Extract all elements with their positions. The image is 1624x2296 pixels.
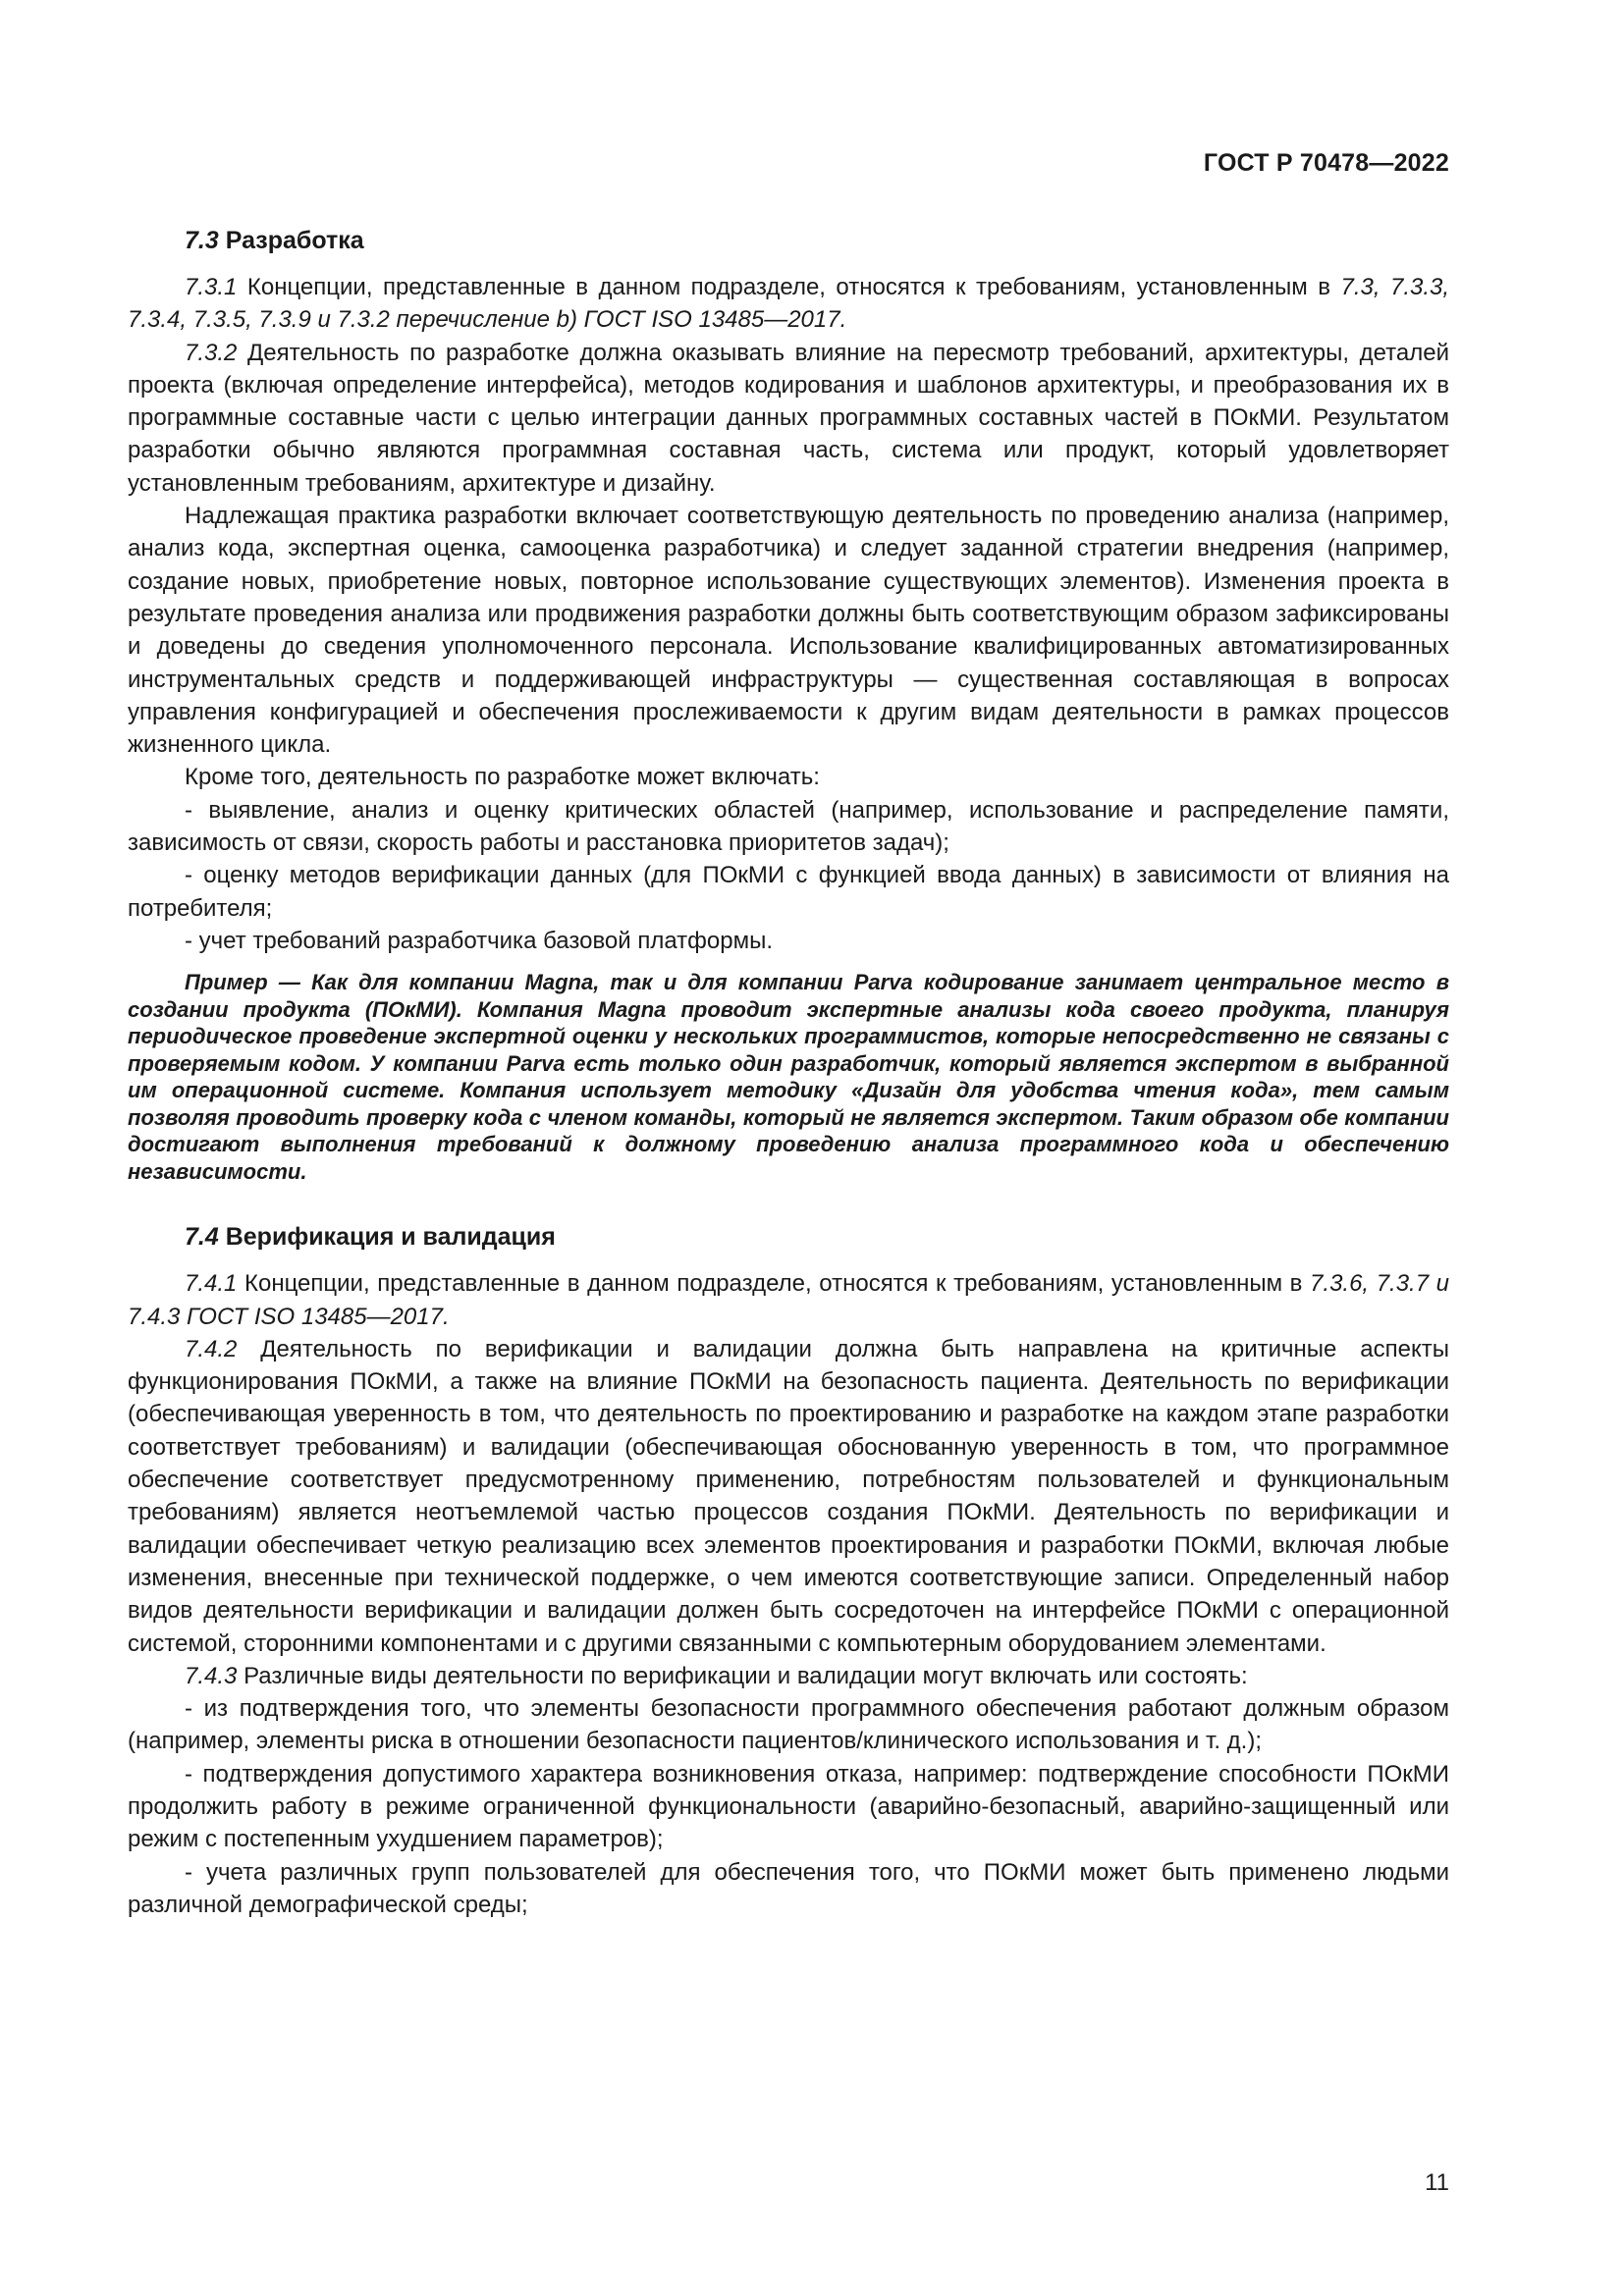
paragraph-7-4-2 xyxy=(128,1333,1449,1660)
list-item: - выявление, анализ и оценку критических областей (например, использование и распределение памяти, зависимость от связи, скорость работы и расстановка приоритетов задач); xyxy=(128,796,1449,857)
paragraph-text: Концепции, представленные в данном подразделе, относятся к требованиям, установленным в xyxy=(244,1270,1303,1298)
section-7-3-heading xyxy=(128,224,1449,257)
clause-number: 7.4.1 xyxy=(185,1270,238,1298)
example-text: Пример — Как для компании Magna, так и для компании Parva кодирование занимает центральное место в создании продукта (ПОкМИ). Компания Magna проводит экспертные анализы кода своего продукта, планируя периодическое проведение экспертной оценки у нескольких программистов, которые непосредственно не связаны с проверяемым кодом. У компании Parva есть только один разработчик, который является экспертом в выбранной им операционной системе. Компания использует методику «Дизайн для удобства чтения кода», тем самым позволяя проводить проверку кода с членом команды, который не является экспертом. Таким образом обе компании достигают выполнения требований к должному проведению анализа программного кода и обеспечению независимости. xyxy=(128,970,1449,1184)
list-item: - учет требований разработчика базовой платформы. xyxy=(185,927,774,954)
paragraph-7-3-1 xyxy=(128,271,1449,337)
section-7-4-heading xyxy=(128,1220,1449,1254)
section-gap xyxy=(128,1185,1449,1220)
paragraph-7-3-2 xyxy=(128,337,1449,500)
document-header: ГОСТ Р 70478—2022 xyxy=(1203,149,1449,177)
list-item: - из подтверждения того, что элементы безопасности программного обеспечения работают должным образом (например, элементы риска в отношении безопасности пациентов/клинического использования и т. д.); xyxy=(128,1695,1449,1755)
list-item: - подтверждения допустимого характера возникновения отказа, например: подтверждение способности ПОкМИ продолжить работу в режиме ограниченной функциональности (аварийно-безопасный, аварийно-защищенный или режим с постепенным ухудшением параметров); xyxy=(128,1760,1449,1853)
clause-number: 7.4.2 xyxy=(185,1335,238,1362)
paragraph-text: Деятельность по верификации и валидации должна быть направлена на критичные аспекты функционирования ПОкМИ, а также на влияние ПОкМИ на безопасность пациента. Деятельность по верификации (обеспечивающая уверенность в том, что деятельность по проектированию и разработке на каждом этапе разработки соответствует требованиям) и валидации (обеспечивающая обоснованную уверенность в том, что программное обеспечение соответствует предусмотренному применению, потребностям пользователей и функциональным требованиям) является неотъемлемой частью процессов создания ПОкМИ. Деятельность по верификации и валидации обеспечивает четкую реализацию всех элементов проектирования и разработки ПОкМИ, включая любые изменения, внесенные при технической поддержке, о чем имеются соответствующие записи. Определенный набор видов деятельности верификации и валидации должен быть сосредоточен на интерфейсе ПОкМИ с операционной системой, сторонними компонентами и с другими связанными с компьютерным оборудованием элементами. xyxy=(128,1335,1449,1657)
page-number: 11 xyxy=(1425,2169,1449,2196)
page-content xyxy=(128,224,1449,1921)
section-number: 7.3 xyxy=(185,227,219,254)
paragraph-good-practice: Надлежащая практика разработки включает соответствующую деятельность по проведению анализа (например, анализ кода, экспертная оценка, самооценка разработчика) и следует заданной стратегии внедрения (например, создание новых, приобретение новых, повторное использование существующих элементов). Изменения проекта в результате проведения анализа или продвижения разработки должны быть соответствующим образом зафиксированы и доведены до сведения уполномоченного персонала. Использование квалифицированных автоматизированных инструментальных средств и поддерживающей инфраструктуры — существенная составляющая в вопросах управления конфигурацией и обеспечения прослеживаемости к другим видам деятельности в рамках процессов жизненного цикла. xyxy=(128,503,1449,759)
paragraph-7-4-3 xyxy=(128,1660,1449,1692)
list-item: - учета различных групп пользователей для обеспечения того, что ПОкМИ может быть применено людьми различной демографической среды; xyxy=(128,1858,1449,1918)
example-block xyxy=(128,969,1449,1185)
clause-number: 7.3.1 xyxy=(185,274,238,300)
paragraph-text: Различные виды деятельности по верификации и валидации могут включать или состоять: xyxy=(244,1662,1248,1689)
section-number: 7.4 xyxy=(185,1223,219,1252)
list-item: - оценку методов верификации данных (для ПОкМИ с функцией ввода данных) в зависимости от влияния на потребителя; xyxy=(128,862,1449,922)
paragraph-text: Деятельность по разработке должна оказывать влияние на пересмотр требований, архитектуры, деталей проекта (включая определение интерфейса), методов кодирования и шаблонов архитектуры, и преобразования их в программные составные части с целью интеграции данных программных составных частей в ПОкМИ. Результатом разработки обычно являются программная составная часть, система или продукт, который удовлетворяет установленным требованиям, архитектуре и дизайну. xyxy=(128,339,1449,497)
clause-number: 7.3.2 xyxy=(185,339,238,366)
paragraph-7-4-1 xyxy=(128,1267,1449,1333)
paragraph-may-include: Кроме того, деятельность по разработке может включать: xyxy=(185,764,820,791)
section-title: Разработка xyxy=(225,227,364,254)
section-title: Верификация и валидация xyxy=(225,1223,556,1252)
clause-number: 7.4.3 xyxy=(185,1662,238,1689)
standard-reference: 7.3, 7.3.3, 7.3.4, 7.3.5, 7.3.9 и 7.3.2 перечисление b) ГОСТ ISO 13485—2017. xyxy=(128,274,1450,334)
standard-reference: 7.3.6, 7.3.7 и 7.4.3 ГОСТ ISO 13485—2017. xyxy=(128,1270,1450,1330)
paragraph-text: Концепции, представленные в данном подразделе, относятся к требованиям, установленным в xyxy=(246,274,1331,300)
